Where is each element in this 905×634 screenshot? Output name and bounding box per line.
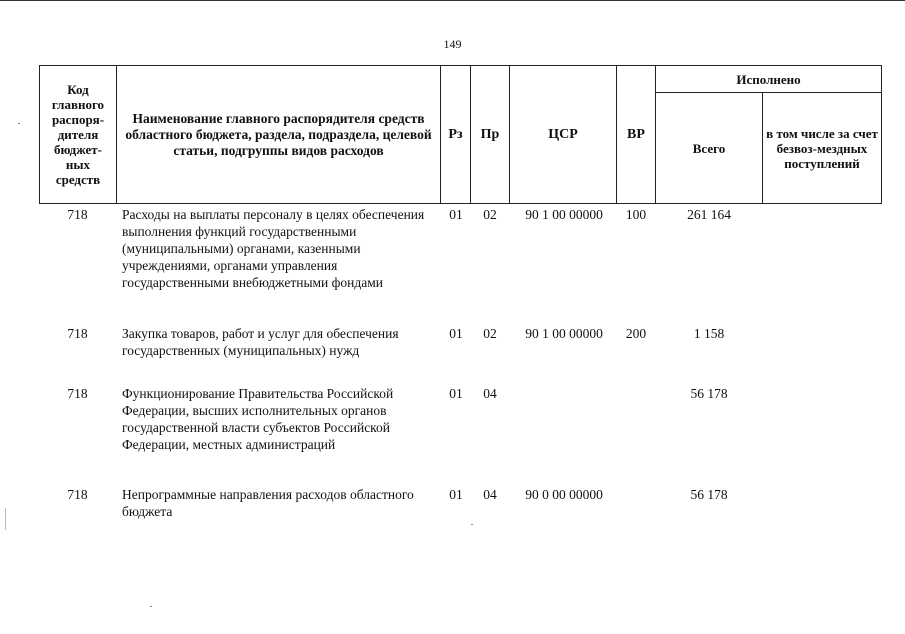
header-executed: Исполнено [656,66,882,93]
cell-pr: 04 [483,386,497,401]
cell-rz: 01 [449,386,463,401]
cell-name: Функционирование Правительства Российской Федерации, высших исполнительных органов государственной власти субъектов Российской Федерации, местных администраций [122,386,394,452]
top-border-line [0,0,905,1]
cell-pr: 02 [483,207,497,222]
cell-rz: 01 [449,487,463,502]
header-name: Наименование главного распорядителя средств областного бюджета, раздела, подраздела, целевой статьи, подгруппы видов расходов [117,66,441,204]
cell-total: 261 164 [687,207,731,222]
cell-csr: 90 1 00 00000 [525,207,603,222]
cell-code: 718 [67,207,88,222]
cell-pr: 02 [483,326,497,341]
cell-code: 718 [67,326,88,341]
header-rz: Рз [441,66,471,204]
cell-rz: 01 [449,207,463,222]
scan-speck [150,606,152,607]
cell-rz: 01 [449,326,463,341]
scan-speck [18,123,20,124]
scan-speck [5,508,6,530]
cell-name: Закупка товаров, работ и услуг для обеспечения государственных (муниципальных) нужд [122,326,399,358]
cell-csr: 90 1 00 00000 [525,326,603,341]
cell-pr: 04 [483,487,497,502]
cell-vr: 200 [625,326,647,341]
page-number: 149 [443,37,462,51]
cell-total: 56 178 [690,386,728,401]
cell-total: 56 178 [690,487,728,502]
header-code: Код главного распоря-дителя бюджет-ных средств [40,66,117,204]
header-free-receipts: в том числе за счет безвоз-мездных поступлений [763,93,882,204]
table-header [39,65,882,204]
header-vr: ВР [617,66,656,204]
header-csr: ЦСР [510,66,617,204]
header-pr: Пр [471,66,510,204]
cell-code: 718 [67,487,88,502]
cell-code: 718 [67,386,88,401]
header-total: Всего [656,93,763,204]
cell-name: Непрограммные направления расходов областного бюджета [122,487,414,519]
cell-total: 1 158 [693,326,725,341]
cell-name: Расходы на выплаты персоналу в целях обеспечения выполнения функций государственными (муниципальными) органами, казенными учреждениями, органами управления государственными внебюджетными фондами [122,207,425,290]
scan-speck [471,524,473,525]
cell-csr: 90 0 00 00000 [525,487,603,502]
cell-vr: 100 [625,207,647,222]
